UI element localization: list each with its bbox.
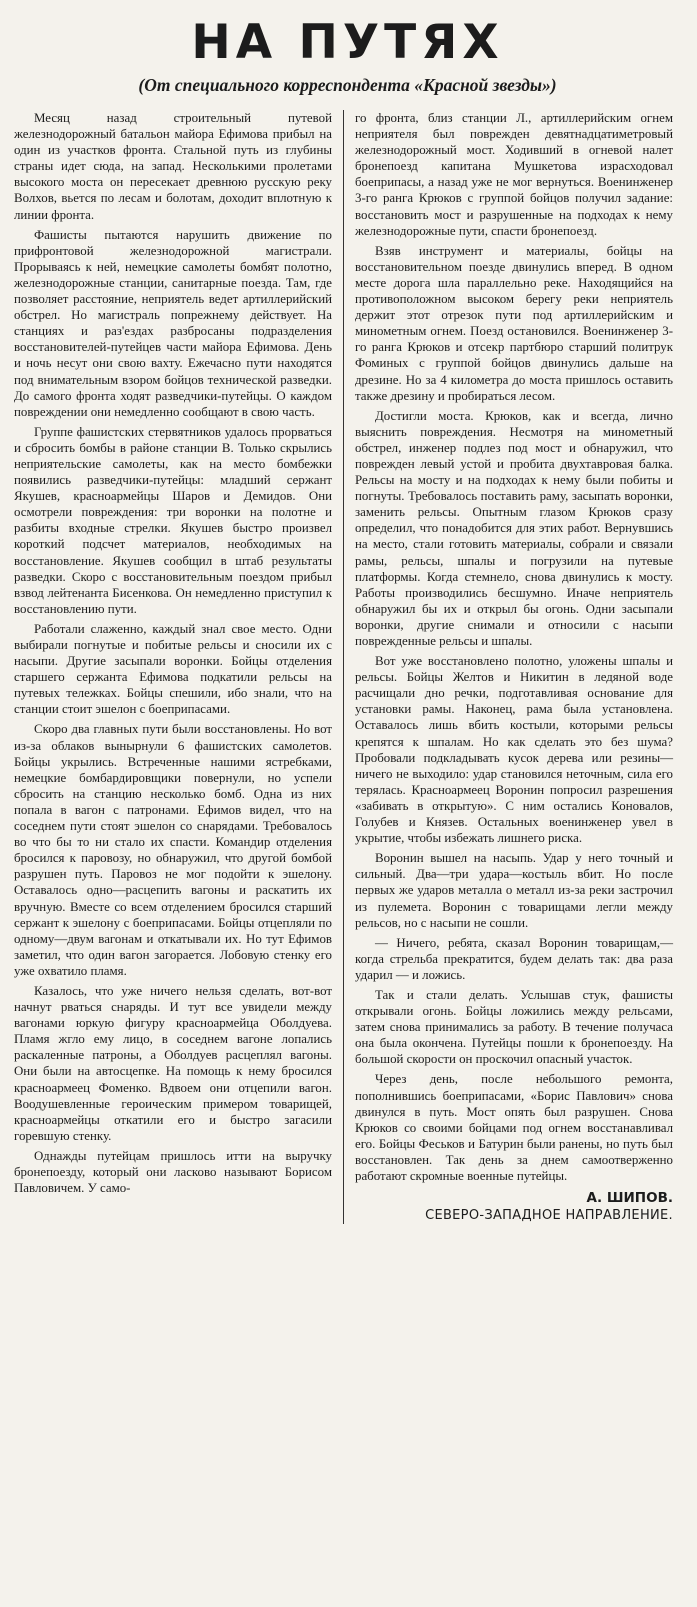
paragraph: го фронта, близ станции Л., артиллерийским огнем неприятеля был поврежден девятнадцатиметровый железнодорожный мост. Ходивший в огневой налет бронепоезд капитана Мушкетова израсходовал боеприпасы, а назад уже не мог вернуться. Военинженер 3-го ранга Крюков с группой бойцов получил задание: восстановить мост и разрушенные на подходах к нему железнодорожные пути, спасти бронепоезд.	[355, 111, 673, 238]
paragraph: Группе фашистских стервятников удалось прорваться и сбросить бомбы в районе станции В. Только скрылись неприятельские самолеты, как на место бомбежки появились разведчики-путейцы: младший сержант Якушев, красноармейцы Шаров и Демидов. Они осмотрели повреждения: три воронки на полотне и разбиты входные стрелки. Якушев быстро произвел короткий подсчет материалов, необходимых на восстановление. Якушев сообщил в штаб результаты разведки. Скоро с восстановительным поездом прибыл взвод лейтенанта Бисенкова. Он немедленно приступил к восстановлению пути.	[14, 424, 332, 616]
paragraph: Скоро два главных пути были восстановлены. Но вот из-за облаков вынырнули 6 фашистских самолетов. Бойцы укрылись. Встреченные нашими ястребками, немецкие бомбардировщики повернули, но успели сбросить на станцию несколько бомб. Одна из них попала в вагон с патронами. Ефимов видел, что на соседнем пути стоят эшелон со снарядами. Требовалось во что бы то ни стало их спасти. Командир отделения бросился к паровозу, но обнаружил, что другой бомбой разрушен путь. Паровоз не мог подойти к эшелону. Оставалось одно—расцепить вагоны и раскатить их вручную. Вместе со всем отделением бросился старший сержант к эшелону с боеприпасами. Бойцы отцепляли по одному—двум вагонам и откатывали их. Но тут Ефимов заметил, что один вагон загорается. Лобовую стенку его уже охватило пламя.	[14, 722, 332, 978]
paragraph: Однажды путейцам пришлось итти на выручку бронепоезду, который они ласково называют Борисом Павловичем. У само-	[14, 1148, 332, 1196]
paragraph: Через день, после небольшого ремонта, пополнившись боеприпасами, «Борис Павлович» снова двинулся в путь. Мост опять был разрушен. Снова Крюков со своими бойцами под огнем восстанавливал его. Бойцы Феськов и Батурин были ранены, но путь был восстановлен. Так день за днем самоотверженно работают скромные военные путейцы.	[355, 1072, 673, 1183]
paragraph: Воронин вышел на насыпь. Удар у него точный и сильный. Два—три удара—костыль вбит. Но после первых же ударов металла о металл из-за реки застрочил из пулемета. Воронин с товарищами легли между рельсов, но с насыпи не сошли.	[355, 851, 673, 930]
front-direction: СЕВЕРО-ЗАПАДНОЕ НАПРАВЛЕНИЕ.	[425, 1208, 673, 1224]
paragraph: Месяц назад строительный путевой железнодорожный батальон майора Ефимова прибыл на один из участков фронта. Стальной путь из глубины страны идет сюда, на запад. Несколькими пролетами высокого моста он пересекает древнюю русскую реку Волхов, вьется по лесам и болотам, доходит вплотную к линии фронта.	[14, 111, 332, 222]
article-headline: НА ПУТЯХ	[191, 15, 504, 70]
article-subtitle: (От специального корреспондента «Красной звезды»)	[138, 75, 557, 95]
paragraph: Фашисты пытаются нарушить движение по прифронтовой железнодорожной магистрали. Прорываясь к ней, немецкие самолеты бомбят полотно, железнодорожные станции, санитарные поезда. Там, где позволяет расстояние, неприятель ведет артиллерийский обстрел. Но магистраль попрежнему действует. На станциях и раз'ездах разбросаны подразделения восстановителей-путейцев части майора Ефимова. День и ночь несут они свою вахту. Ежечасно пути находятся под внимательным взором бойцов технической разведки. До самого фронта ходят разведчики-путейцы. О каждом повреждении они немедленно сообщают в свою часть.	[14, 227, 332, 419]
paragraph: Так и стали делать. Услышав стук, фашисты открывали огонь. Бойцы ложились между рельсами, затем снова принимались за работу. В течение получаса она была окончена. Путейцы пошли к бронепоезду. На большой скорости он проскочил опасный участок.	[355, 987, 673, 1067]
right-column	[344, 110, 673, 1224]
author-signature: А. ШИПОВ.	[586, 1190, 673, 1207]
paragraph: — Ничего, ребята, сказал Воронин товарищам,— когда стрельба прекратится, будем делать так: два раза ударил — и ложись.	[355, 935, 673, 982]
paragraph: Работали слаженно, каждый знал свое место. Одни выбирали погнутые и побитые рельсы и сносили их с насыпи. Другие засыпали воронки. Бойцы отделения старшего сержанта Ефимова подкатили рельсы на путевых тележках. Бойцы спешили, ибо знали, что на станции стоит эшелон с боеприпасами.	[14, 621, 332, 717]
paragraph: Достигли моста. Крюков, как и всегда, лично выяснить повреждения. Несмотря на минометный обстрел, инженер подлез под мост и обнаружил, что поврежден левый устой и пробита двухтавровая балка. Рельсы на мосту и на подходах к нему были побиты и погнуты. Требовалось поставить раму, засыпать воронки, заменить рельсы. Опытным глазом Крюков сразу определил, что понадобится для этих работ. Вернувшись на место, стали готовить материалы, собрали и связали рамы, рельсы, шпалы и погрузили на путевые платформы. Когда стемнело, снова двинулись к мосту. Работы производились бесшумно. Иначе неприятель обнаружил бы их и открыл бы огонь. Одни засыпали воронки, другие снимали и относили с насыпи поврежденные рельсы и шпалы.	[355, 408, 673, 648]
paragraph: Казалось, что уже ничего нельзя сделать, вот-вот начнут рваться снаряды. И тут все увидели между вагонами юркую фигуру красноармейца Оболдуева. Пламя жгло ему лицо, в соседнем вагоне лопались раскаленные патроны, а Оболдуев расцеплял вагоны. Они были на автосцепке. На помощь к нему бросился красноармеец Фоменко. Вдвоем они отцепили вагон. Воодушевленные героическим примером товарищей, красноармейцы откатили его и быстро загасили горевшую стенку.	[14, 983, 332, 1143]
paragraph: Вот уже восстановлено полотно, уложены шпалы и рельсы. Бойцы Желтов и Никитин в ледяной воде расчищали дно речки, подготавливая основание для установки рамы. Наконец, рама была установлена. Оставалось лишь вбить костыли, которыми рельсы крепятся к шпалам. Но как сделать это без шума? Пробовали подкладывать кусок дерева или резины—ничего не выходило: удар становился неточным, сила его терялась. Красноармеец Воронин попросил разрешения «забивать в открытую». С ним остались Коновалов, Голубев и Князев. Остальных военинженер увел в укрытие, чтобы избежать лишнего риска.	[355, 654, 673, 846]
article-columns	[14, 110, 681, 1224]
left-column	[14, 110, 343, 1224]
paragraph: Взяв инструмент и материалы, бойцы на восстановительном поезде двинулись вперед. В одном месте дорога шла параллельно реке. Находящийся на противоположном высоком берегу реки неприятель держит этот отрезок пути под артиллерийским и минометным огнем. Поезд остановился. Военинженер 3-го ранга Крюков и отсекр партбюро старший политрук Фоминых с группой бойцов двинулись дальше на дрезине. Но за 4 километра до моста пришлось оставить также дрезину и пробираться лесом.	[355, 243, 673, 403]
